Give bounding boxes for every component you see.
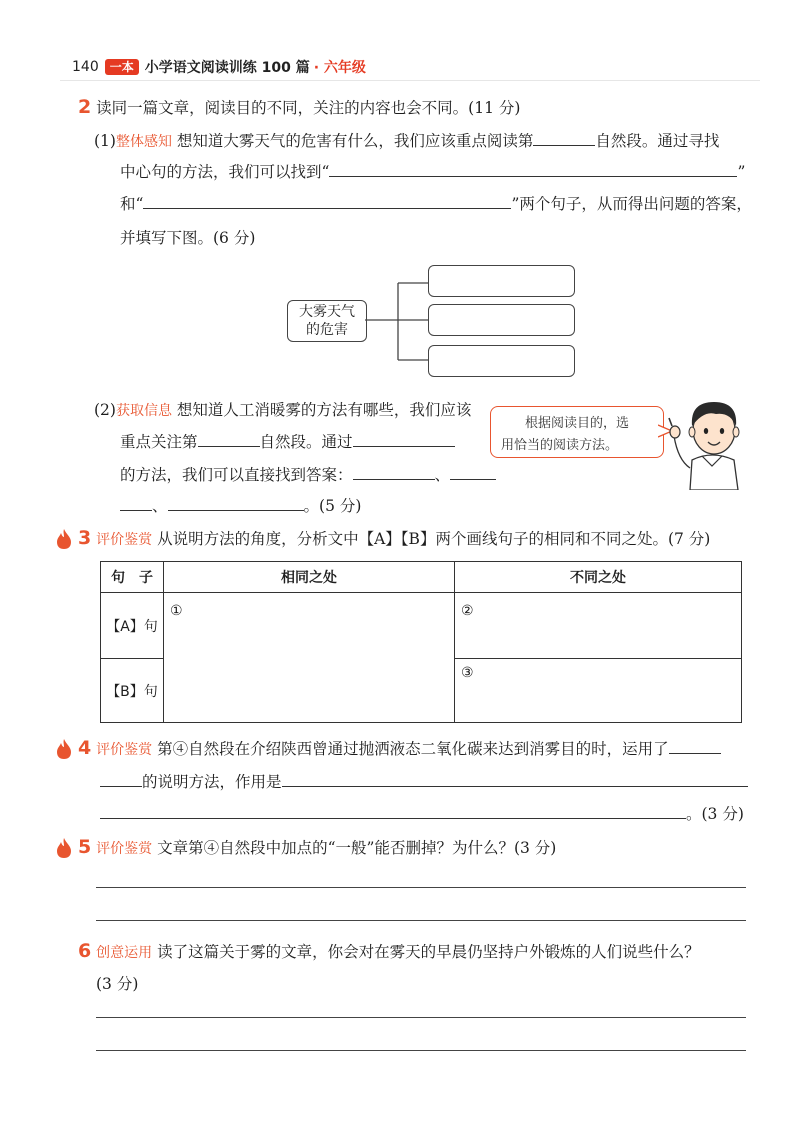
q6-text-a: 读了这篇关于雾的文章，你会对在雾天的早晨仍坚持户外锻炼的人们说些什么？ [157, 943, 700, 961]
q2-title: 读同一篇文章，阅读目的不同，关注的内容也会不同。(11 分) [96, 99, 521, 117]
q4-line1 [78, 738, 721, 760]
q6-number: 6 [78, 940, 92, 962]
q2-part2-line3 [120, 465, 496, 485]
diagram-answer-box-1[interactable] [428, 265, 575, 297]
diagram-answer-box-3[interactable] [428, 345, 575, 377]
row-label-b: 【B】句 [101, 659, 164, 723]
q6-text-b: (3 分) [96, 975, 139, 993]
q4-number: 4 [78, 737, 92, 759]
grade-label: · 六年级 [313, 60, 366, 76]
blank-sentence-2[interactable] [143, 194, 511, 209]
q2-part2-line4 [120, 496, 361, 516]
q2-heading [78, 97, 520, 118]
q2-part1-text-a: 想知道大雾天气的危害有什么，我们应该重点阅读第 [176, 132, 534, 150]
cartoon-boy-icon [668, 390, 758, 490]
q4-line3 [100, 804, 744, 824]
q2-part1-line2 [120, 162, 745, 182]
q6-tag: 创意运用 [96, 945, 153, 961]
bubble-line2: 用恰当的阅读方法。 [501, 438, 619, 453]
q2-number: 2 [78, 96, 92, 118]
blank-answer-3[interactable] [168, 496, 304, 511]
blank-answer-1[interactable] [353, 465, 435, 480]
q6-line2 [96, 974, 138, 994]
comparison-table [100, 561, 742, 723]
q2-part1-text-g: 并填写下图。(6 分) [120, 229, 256, 247]
q4-text-b: 的说明方法，作用是 [142, 773, 282, 791]
q6-line1 [78, 941, 700, 963]
q4-line2 [100, 772, 748, 792]
q2-part1-line4 [120, 228, 255, 248]
page-number: 140 [72, 59, 99, 75]
diagram-center-line1: 大雾天气 [299, 304, 355, 320]
answer-line-q5-1[interactable] [96, 887, 746, 888]
col-header-same: 相同之处 [164, 562, 455, 593]
q2-part1-text-b: 自然段。通过寻找 [595, 132, 720, 150]
blank-paragraph-number-2[interactable] [198, 432, 260, 447]
mark-2: ② [461, 603, 474, 619]
blank-q4-effect-a[interactable] [282, 772, 748, 787]
bubble-line1: 根据阅读目的，选 [525, 416, 630, 431]
book-title: 小学语文阅读训练 100 篇 [144, 60, 310, 76]
q2-part1-line3 [120, 194, 752, 214]
q2-part1-text-c: 中心句的方法，我们可以找到“ [120, 163, 330, 181]
blank-paragraph-number[interactable] [533, 131, 595, 146]
col-header-sentence: 句 子 [101, 562, 164, 593]
blank-sentence-1[interactable] [329, 162, 737, 177]
q2-part1-prefix: (1) [94, 132, 116, 150]
cell-diff-b[interactable] [455, 659, 742, 723]
q2-part2-line1 [94, 400, 471, 421]
blank-answer-2a[interactable] [450, 465, 496, 480]
q2-part2-text-c: 自然段。通过 [259, 433, 353, 451]
q2-part1-line1 [94, 131, 719, 152]
answer-line-q6-2[interactable] [96, 1050, 746, 1051]
blank-q4-method-a[interactable] [669, 739, 721, 754]
q5-tag: 评价鉴赏 [96, 841, 153, 857]
blank-q4-method-b[interactable] [100, 772, 142, 787]
blank-answer-2b[interactable] [120, 496, 152, 511]
q4-tag: 评价鉴赏 [96, 742, 153, 758]
blank-method[interactable] [353, 432, 455, 447]
q2-part2-text-e: 、 [434, 466, 451, 484]
cell-diff-a[interactable] [455, 593, 742, 659]
q5-heading [78, 837, 556, 859]
page-header [72, 56, 366, 78]
q2-part1-text-e: 和“ [120, 195, 144, 213]
row-label-a: 【A】句 [101, 593, 164, 659]
brand-logo: 一本 [105, 59, 139, 75]
q2-part2-text-a: 想知道人工消暖雾的方法有哪些，我们应该 [176, 401, 472, 419]
blank-q4-effect-b[interactable] [100, 804, 686, 819]
flame-icon [56, 738, 72, 760]
q2-part2-text-b: 重点关注第 [120, 433, 198, 451]
mark-3: ③ [461, 665, 474, 681]
cell-same[interactable] [164, 593, 455, 723]
q2-part2-text-f: 、 [152, 497, 168, 515]
q2-part2-tag: 获取信息 [115, 403, 172, 419]
header-divider [60, 80, 760, 81]
q5-text: 文章第④自然段中加点的“一般”能否删掉？为什么？(3 分) [157, 839, 557, 857]
flame-icon [56, 837, 72, 859]
flame-icon [56, 528, 72, 550]
answer-line-q6-1[interactable] [96, 1017, 746, 1018]
tip-speech-bubble [490, 406, 664, 458]
q4-text-a: 第④自然段在介绍陕西曾通过抛洒液态二氧化碳来达到消雾目的时，运用了 [157, 740, 669, 758]
mark-1: ① [170, 603, 183, 619]
diagram-answer-box-2[interactable] [428, 304, 575, 336]
q2-part2-prefix: (2) [94, 401, 116, 419]
q3-text: 从说明方法的角度，分析文中【A】【B】两个画线句子的相同和不同之处。(7 分) [157, 530, 711, 548]
q2-part2-line2 [120, 432, 455, 452]
answer-line-q5-2[interactable] [96, 920, 746, 921]
q2-part1-text-f: ”两个句子，从而得出问题的答案， [511, 195, 752, 213]
q4-text-c: 。(3 分) [686, 805, 744, 823]
diagram-connectors [365, 280, 431, 364]
q2-part2-text-g: 。(5 分) [303, 497, 362, 515]
q3-number: 3 [78, 527, 92, 549]
col-header-diff: 不同之处 [455, 562, 742, 593]
diagram-center-line2: 的危害 [306, 322, 348, 338]
diagram-center-box [287, 300, 367, 342]
q2-part2-text-d: 的方法，我们可以直接找到答案： [120, 466, 353, 484]
q2-part1-tag: 整体感知 [115, 134, 172, 150]
q3-tag: 评价鉴赏 [96, 532, 153, 548]
q3-heading [78, 528, 710, 550]
q5-number: 5 [78, 836, 92, 858]
q2-part1-text-d: ” [737, 163, 746, 181]
